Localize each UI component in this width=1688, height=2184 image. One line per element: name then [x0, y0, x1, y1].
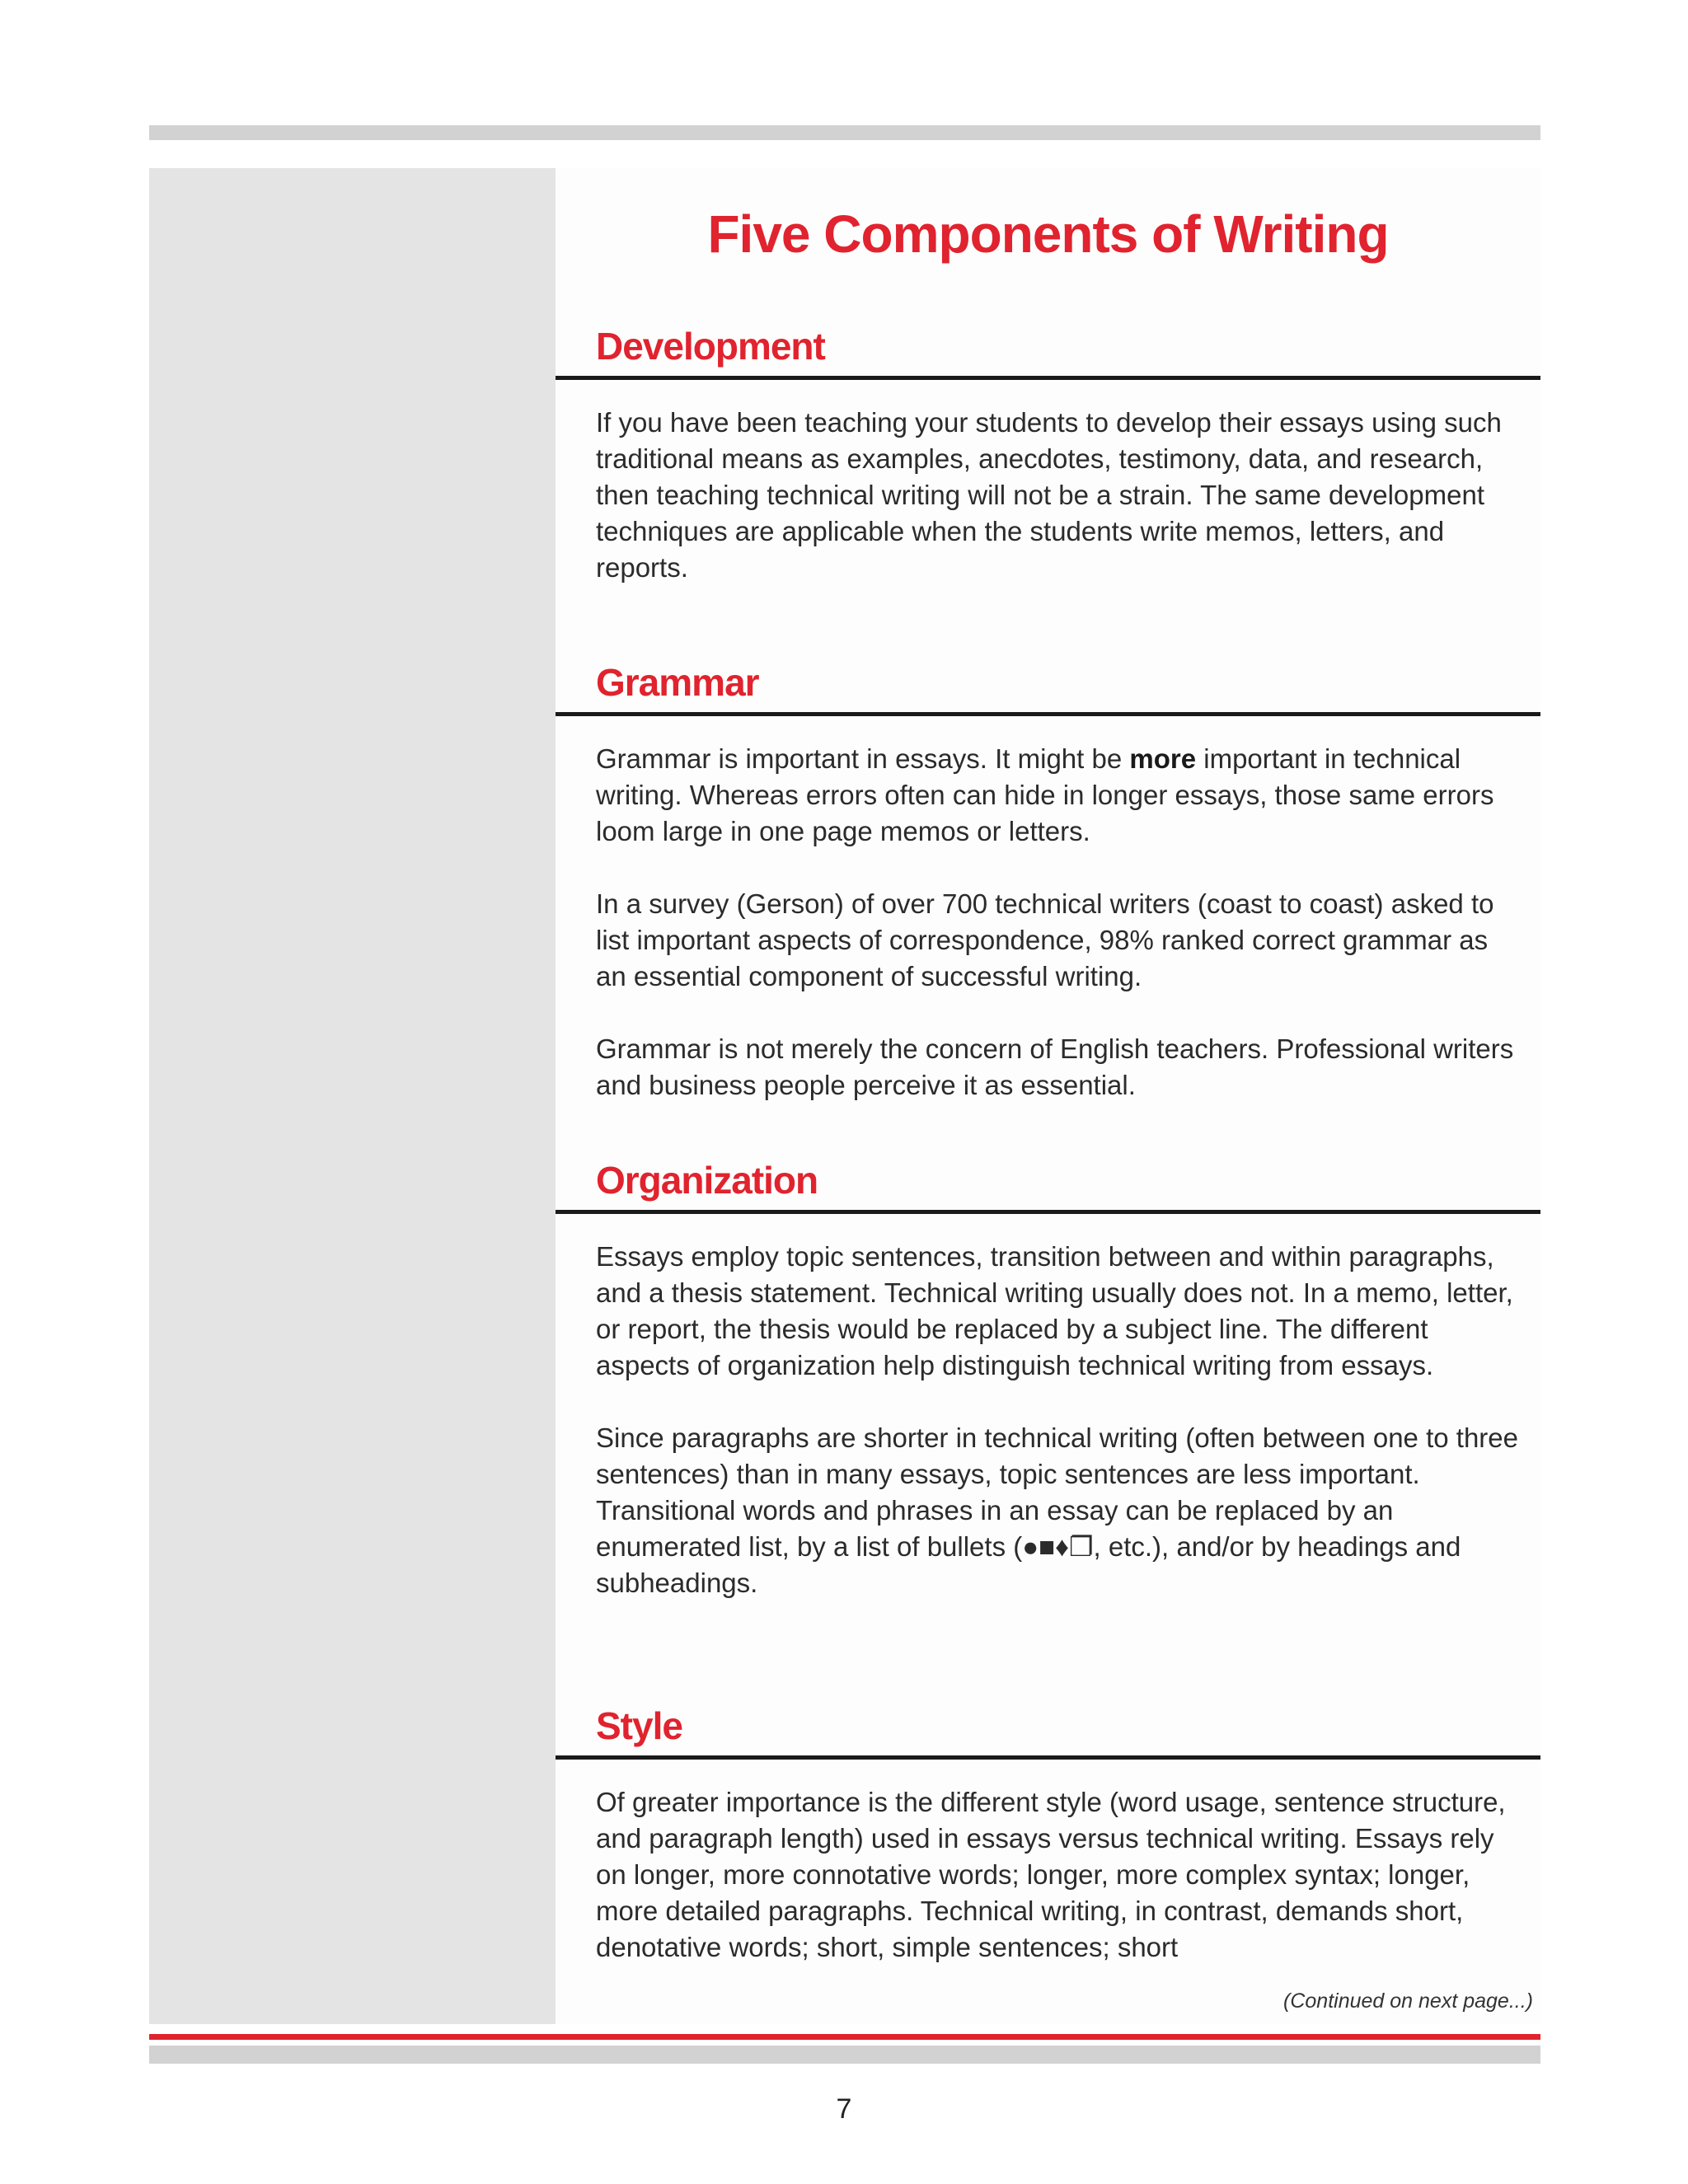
- grammar-paragraph-1-start: Grammar is important in essays. It might be: [596, 743, 1130, 774]
- section-rule: [556, 376, 1540, 380]
- section-development: [556, 321, 1540, 586]
- section-organization: [556, 1155, 1540, 1601]
- bottom-gray-band: [149, 2046, 1540, 2064]
- left-gray-sidebar: [149, 168, 556, 2024]
- section-style: [556, 1701, 1540, 1966]
- grammar-paragraph-1-end: important in technical writing. Whereas errors often can hide in longer essays, those same errors loom large in one page memos or letters.: [596, 743, 1494, 846]
- grammar-paragraph-2: In a survey (Gerson) of over 700 technical writers (coast to coast) asked to list important aspects of correspondence, 98% ranked correct grammar as an essential component of successful writing.: [596, 888, 1494, 991]
- section-heading-development: Development: [596, 325, 825, 368]
- section-rule: [556, 1755, 1540, 1760]
- page-title: Five Components of Writing: [707, 204, 1389, 264]
- section-rule: [556, 712, 1540, 716]
- section-heading-style: Style: [596, 1704, 682, 1747]
- style-paragraph-1: Of greater importance is the different style (word usage, sentence structure, and paragraph length) used in essays versus technical writing. Essays rely on longer, more connotative words; longer, more complex syntax; longer, more detailed paragraphs. Technical writing, in contrast, demands short, denotative words; short, simple sentences; short: [596, 1787, 1506, 1962]
- top-gray-band: [149, 125, 1540, 140]
- section-rule: [556, 1210, 1540, 1214]
- footer-red-rule: [149, 2034, 1540, 2040]
- grammar-paragraph-1: [596, 741, 1519, 850]
- page-number: 7: [836, 2093, 852, 2125]
- section-heading-organization: Organization: [596, 1159, 818, 1202]
- section-heading-grammar: Grammar: [596, 661, 759, 704]
- grammar-paragraph-3: Grammar is not merely the concern of English teachers. Professional writers and business people perceive it as essential.: [596, 1033, 1514, 1100]
- section-grammar: [556, 658, 1540, 1104]
- main-content: [556, 168, 1540, 2024]
- emphasis-more: more: [1129, 743, 1197, 774]
- development-paragraph-1: If you have been teaching your students to develop their essays using such traditional means as examples, anecdotes, testimony, data, and research, then teaching technical writing will not be a strain. The same development techniques are applicable when the students write memos, letters, and reports.: [596, 407, 1502, 583]
- organization-paragraph-2: Since paragraphs are shorter in technical writing (often between one to three sentences) than in many essays, topic sentences are less important. Transitional words and phrases in an essay can be replaced by an enumerated list, by a list of bullets (●■♦❐, etc.), and/or by headings and subheadings.: [596, 1422, 1518, 1598]
- continued-note: (Continued on next page...): [1283, 1990, 1533, 2013]
- organization-paragraph-1: Essays employ topic sentences, transition between and within paragraphs, and a thesis statement. Technical writing usually does not. In a memo, letter, or report, the thesis would be replaced by a subject line. The different aspects of organization help distinguish technical writing from essays.: [596, 1241, 1513, 1380]
